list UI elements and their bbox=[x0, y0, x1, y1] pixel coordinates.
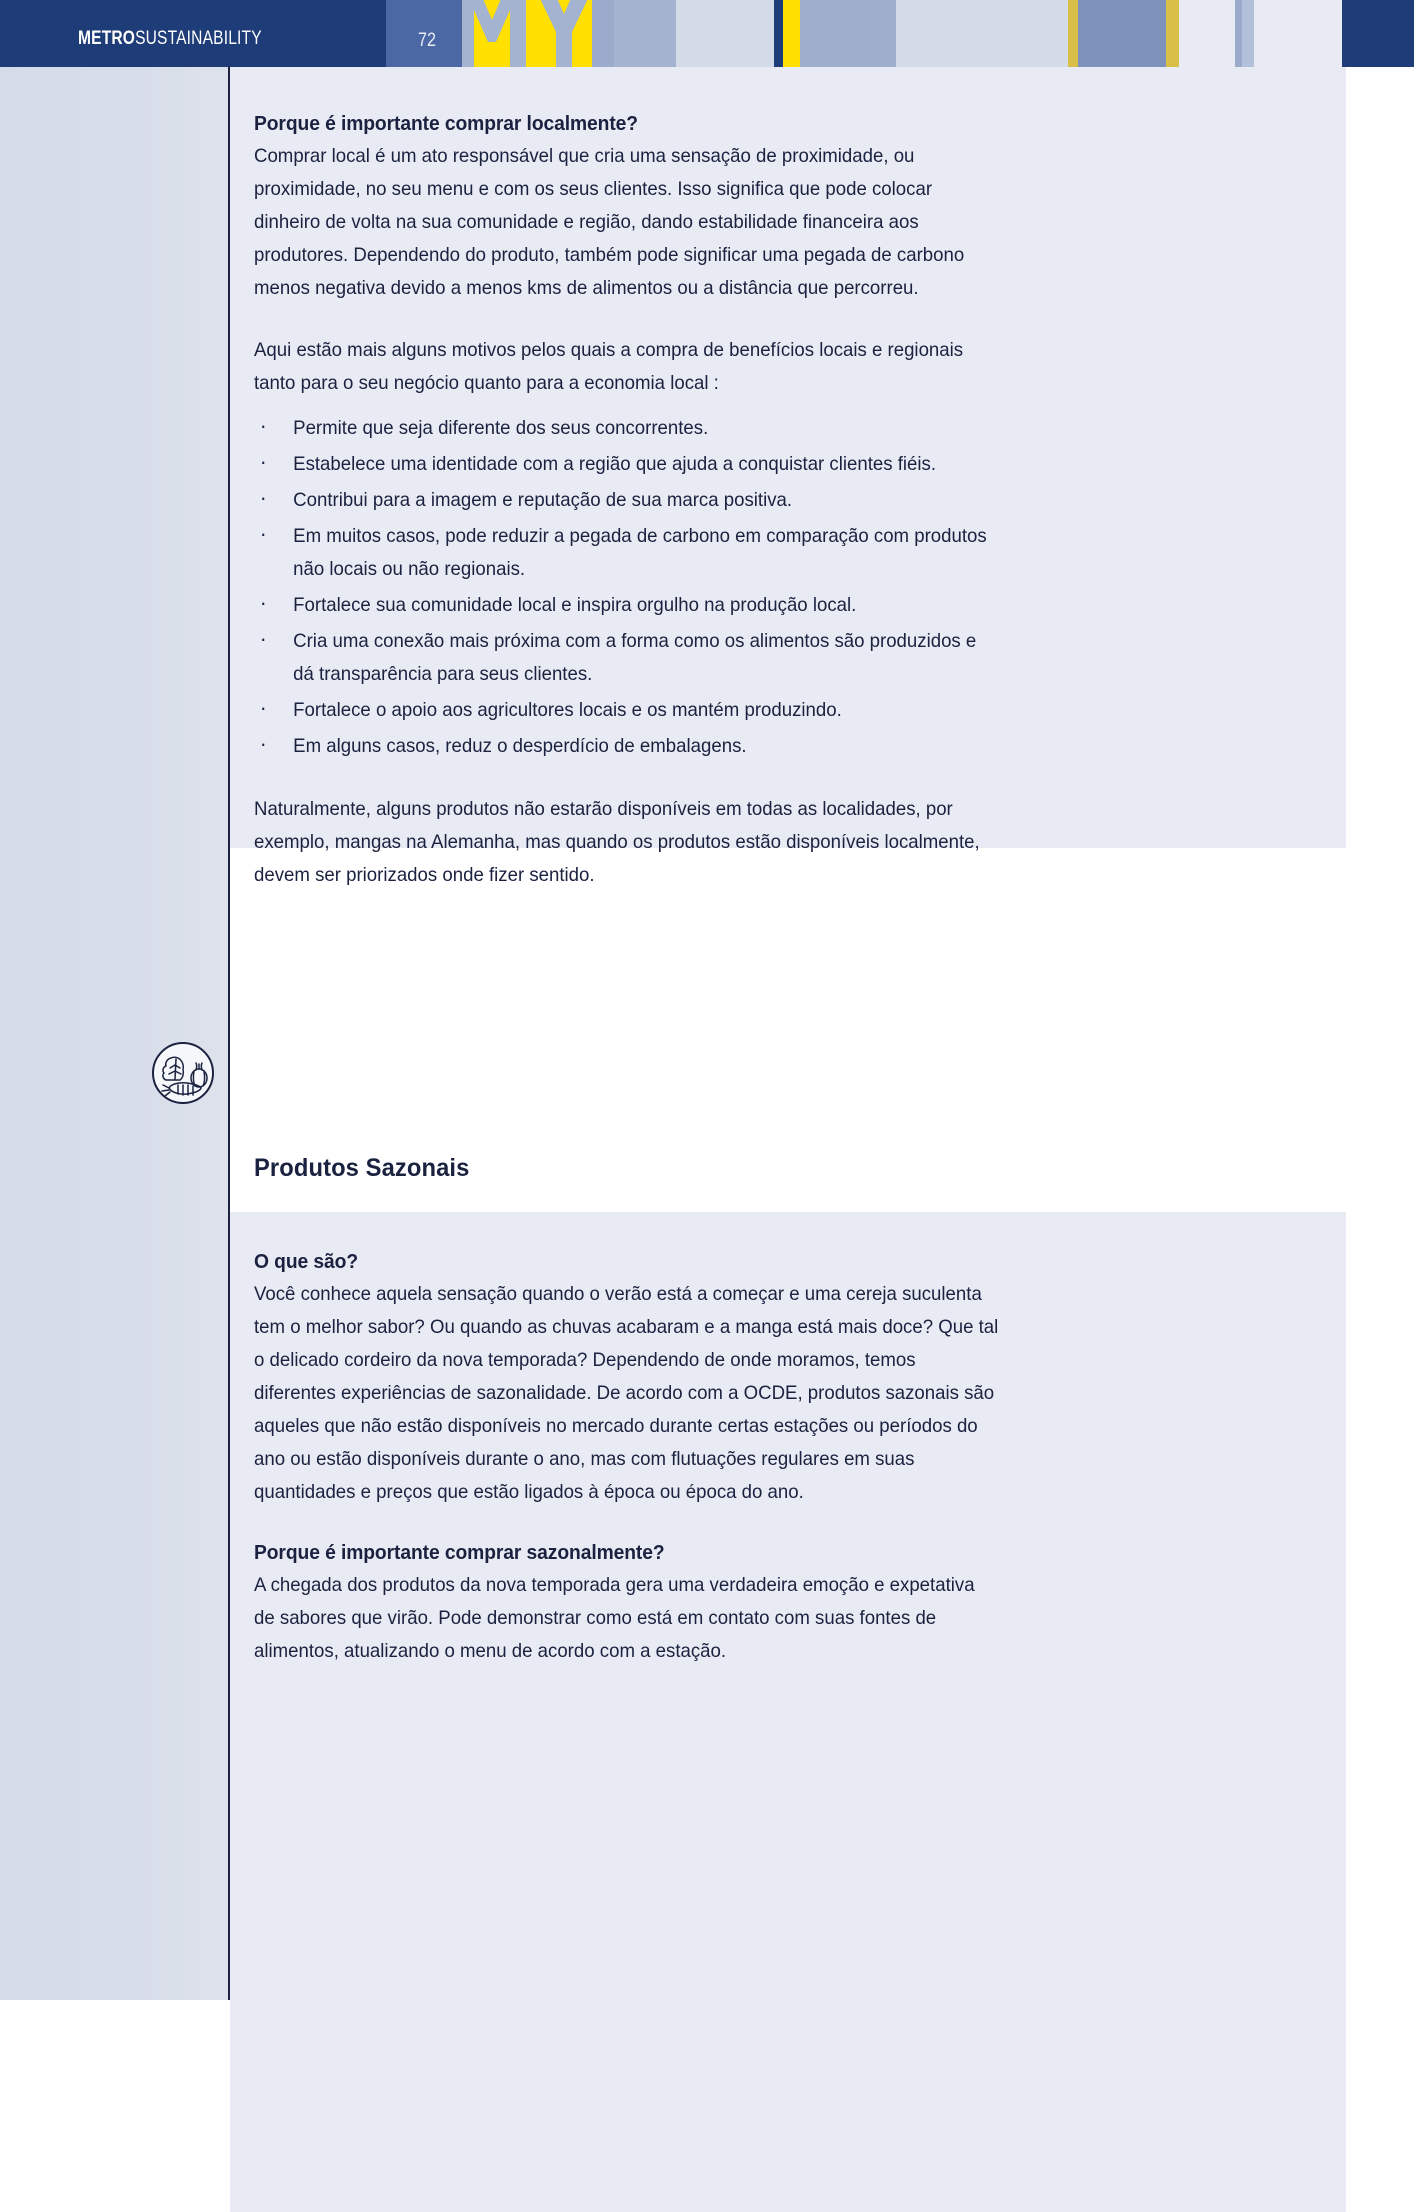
header-band-navy-thin bbox=[774, 0, 783, 67]
brand-logo bbox=[78, 28, 262, 50]
section-heading-o-que-sao: O que são? bbox=[254, 1250, 359, 1273]
left-margin-strip bbox=[0, 67, 228, 2000]
header-band-pale-4 bbox=[1254, 0, 1342, 67]
paragraph-disponibilidade-local: Naturalmente, alguns produtos não estarão disponíveis em todas as localidades, por exemplo, mangas na Alemanha, mas quando os produtos estão disponíveis localmente, devem ser priorizados onde fizer sentido. bbox=[254, 798, 980, 886]
header-band-steel-4 bbox=[800, 0, 896, 67]
header-band-steel-7 bbox=[1242, 0, 1254, 67]
brand-logo-sustainability: SUSTAINABILITY bbox=[135, 28, 262, 49]
header-band-gold-1 bbox=[1068, 0, 1078, 67]
vegetables-icon bbox=[152, 1042, 214, 1104]
header-band-navy-right bbox=[1342, 0, 1414, 67]
list-item: · Em muitos casos, pode reduzir a pegada de carbono em comparação com produtos não locais ou não regionais. bbox=[254, 520, 999, 586]
brand-logo-metro: METRO bbox=[78, 28, 136, 49]
paragraph-motivos-intro: Aqui estão mais alguns motivos pelos quais a compra de benefícios locais e regionais tanto para o seu negócio quanto para a economia local : bbox=[254, 339, 964, 394]
list-item: · Permite que seja diferente dos seus concorrentes. bbox=[254, 412, 999, 445]
right-margin-strip bbox=[1346, 67, 1414, 2000]
paragraph-comprar-sazonalmente: A chegada dos produtos da nova temporada gera uma verdadeira emoção e expetativa de sabores que virão. Pode demonstrar como está em contato com suas fontes de alimentos, atualizando o menu de acordo com a estação. bbox=[254, 1574, 975, 1662]
section-heading-comprar-sazonalmente: Porque é importante comprar sazonalmente? bbox=[254, 1541, 665, 1564]
header-band-steel-6 bbox=[1235, 0, 1242, 67]
header-band-yellow-1 bbox=[783, 0, 800, 67]
list-item: · Fortalece o apoio aos agricultores locais e os mantém produzindo. bbox=[254, 694, 999, 727]
list-item: · Fortalece sua comunidade local e inspira orgulho na produção local. bbox=[254, 589, 999, 622]
list-item: · Em alguns casos, reduz o desperdício de embalagens. bbox=[254, 730, 999, 763]
section-title-produtos-sazonais-wrapper bbox=[254, 1154, 1034, 1183]
list-item: · Contribui para a imagem e reputação de sua marca positiva. bbox=[254, 484, 999, 517]
my-monogram-icon bbox=[462, 0, 592, 67]
header-band-pale-3 bbox=[1179, 0, 1235, 67]
section-title-produtos-sazonais: Produtos Sazonais bbox=[254, 1154, 470, 1182]
header-band-pale-1 bbox=[676, 0, 774, 67]
section-heading-comprar-localmente: Porque é importante comprar localmente? bbox=[254, 112, 638, 135]
page-number: 72 bbox=[418, 30, 436, 51]
paragraph-o-que-sao: Você conhece aquela sensação quando o verão está a começar e uma cereja suculenta tem o melhor sabor? Ou quando as chuvas acabaram e a manga está mais doce? Que tal o delicado cordeiro da nova temporada? Dependendo de onde moramos, temos diferentes experiências de sazonalidade. De acordo com a OCDE, produtos sazonais são aqueles que não estão disponíveis no mercado durante certas estações ou períodos do ano ou estão disponíveis durante o ano, mas com flutuações regulares em suas quantidades e preços que estão ligados à época ou época do ano. bbox=[254, 1283, 999, 1503]
section-produtos-sazonais bbox=[254, 1250, 1034, 1668]
benefits-bullet-list bbox=[254, 412, 999, 763]
paragraph-comprar-local-intro: Comprar local é um ato responsável que cria uma sensação de proximidade, ou proximidade, no seu menu e com os seus clientes. Isso significa que pode colocar dinheiro de volta na sua comunidade e região, dando estabilidade financeira aos produtores. Dependendo do produto, também pode significar uma pegada de carbono menos negativa devido a menos kms de alimentos ou a distância que percorreu. bbox=[254, 145, 965, 299]
list-item: · Estabelece uma identidade com a região que ajuda a conquistar clientes fiéis. bbox=[254, 448, 999, 481]
header-band-pale-2 bbox=[896, 0, 1068, 67]
header-band-steel-3 bbox=[614, 0, 676, 67]
header-band-gold-2 bbox=[1166, 0, 1179, 67]
list-item: · Cria uma conexão mais próxima com a forma como os alimentos são produzidos e dá transparência para seus clientes. bbox=[254, 625, 999, 691]
header-band-steel-5 bbox=[1078, 0, 1166, 67]
page-header bbox=[0, 0, 1414, 67]
section-comprar-localmente bbox=[254, 112, 1034, 892]
